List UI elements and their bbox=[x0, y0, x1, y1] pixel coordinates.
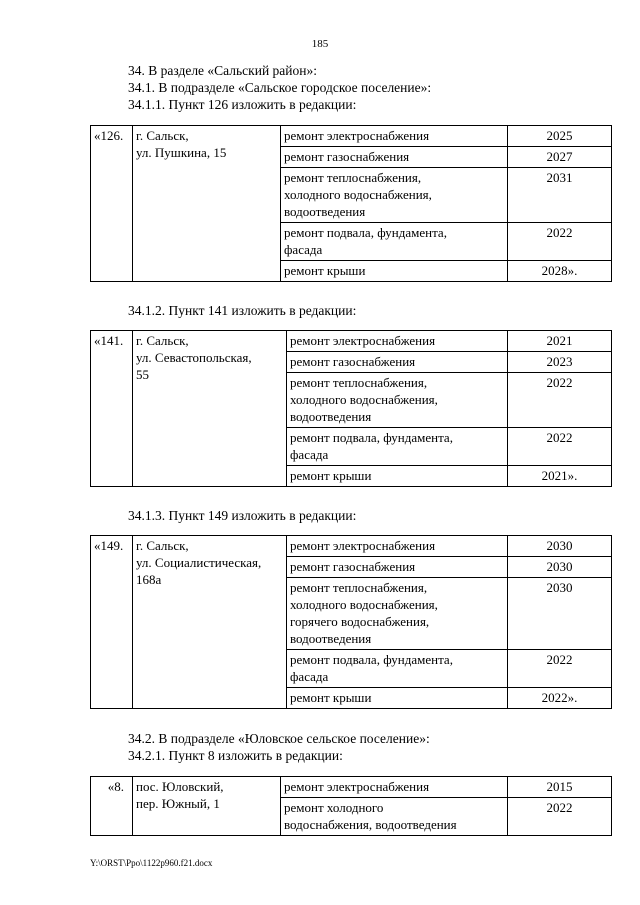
repair-type-line: ремонт электроснабжения bbox=[290, 538, 436, 553]
address-line: г. Сальск, bbox=[136, 333, 189, 348]
repair-type-line: ремонт подвала, фундамента, bbox=[284, 225, 447, 240]
year-cell: 2030 bbox=[508, 557, 612, 578]
year-cell: 2027 bbox=[508, 147, 612, 168]
repair-type-line: водоотведения bbox=[290, 631, 372, 646]
repair-type-cell bbox=[287, 536, 508, 557]
address-cell bbox=[133, 536, 287, 709]
paragraph-34-1-2: 34.1.2. Пункт 141 изложить в редакции: bbox=[128, 303, 357, 318]
year-cell: 2021 bbox=[508, 331, 612, 352]
repair-type-line: ремонт подвала, фундамента, bbox=[290, 430, 453, 445]
address-line: 55 bbox=[136, 367, 149, 382]
address-cell bbox=[133, 331, 287, 487]
address-line: 168а bbox=[136, 572, 162, 587]
amendment-table-141 bbox=[90, 330, 612, 487]
amendment-table-149 bbox=[90, 535, 612, 709]
year-cell: 2028». bbox=[508, 261, 612, 282]
repair-type-cell bbox=[281, 168, 508, 223]
page-number: 185 bbox=[311, 38, 329, 50]
repair-type-line: фасада bbox=[284, 242, 323, 257]
paragraph-34-2-1: 34.2.1. Пункт 8 изложить в редакции: bbox=[128, 748, 343, 763]
repair-type-line: ремонт электроснабжения bbox=[284, 128, 430, 143]
year-cell: 2021». bbox=[508, 466, 612, 487]
year-cell: 2030 bbox=[508, 578, 612, 650]
repair-type-cell bbox=[287, 688, 508, 709]
repair-type-line: холодного водоснабжения, bbox=[290, 392, 438, 407]
paragraph-34-2: 34.2. В подразделе «Юловское сельское поселение»: bbox=[128, 731, 430, 746]
repair-type-line: ремонт электроснабжения bbox=[284, 779, 430, 794]
repair-type-line: ремонт электроснабжения bbox=[290, 333, 436, 348]
paragraph-34-1: 34.1. В подразделе «Сальское городское поселение»: bbox=[128, 80, 432, 95]
repair-type-line: ремонт теплоснабжения, bbox=[284, 170, 422, 185]
repair-type-cell bbox=[281, 147, 508, 168]
address-cell bbox=[133, 777, 281, 836]
repair-type-line: ремонт газоснабжения bbox=[284, 149, 410, 164]
address-line: ул. Социалистическая, bbox=[136, 555, 262, 570]
repair-type-cell bbox=[281, 777, 508, 798]
year-cell: 2022 bbox=[508, 373, 612, 428]
repair-type-line: водоотведения bbox=[290, 409, 372, 424]
amendment-table-8 bbox=[90, 776, 612, 836]
item-number: «8. bbox=[91, 777, 133, 836]
address-line: г. Сальск, bbox=[136, 128, 189, 143]
repair-type-line: ремонт крыши bbox=[290, 690, 372, 705]
year-cell: 2022». bbox=[508, 688, 612, 709]
repair-type-cell bbox=[281, 261, 508, 282]
repair-type-cell bbox=[287, 428, 508, 466]
address-line: пер. Южный, 1 bbox=[136, 796, 220, 811]
address-line: пос. Юловский, bbox=[136, 779, 224, 794]
repair-type-cell bbox=[287, 331, 508, 352]
table-row bbox=[91, 536, 612, 557]
repair-type-cell bbox=[287, 373, 508, 428]
address-line: ул. Пушкина, 15 bbox=[136, 145, 227, 160]
repair-type-cell bbox=[287, 352, 508, 373]
year-cell: 2023 bbox=[508, 352, 612, 373]
year-cell: 2031 bbox=[508, 168, 612, 223]
repair-type-cell bbox=[281, 223, 508, 261]
repair-type-line: ремонт крыши bbox=[284, 263, 366, 278]
paragraph-34-1-3: 34.1.3. Пункт 149 изложить в редакции: bbox=[128, 508, 357, 523]
year-cell: 2015 bbox=[508, 777, 612, 798]
item-number: «141. bbox=[91, 331, 133, 487]
year-cell: 2030 bbox=[508, 536, 612, 557]
address-line: ул. Севастопольская, bbox=[136, 350, 252, 365]
repair-type-line: ремонт газоснабжения bbox=[290, 559, 416, 574]
repair-type-line: водоотведения bbox=[284, 204, 366, 219]
repair-type-cell bbox=[281, 126, 508, 147]
year-cell: 2025 bbox=[508, 126, 612, 147]
repair-type-cell bbox=[287, 557, 508, 578]
table-row bbox=[91, 331, 612, 352]
repair-type-cell bbox=[287, 466, 508, 487]
paragraph-34-1-1: 34.1.1. Пункт 126 изложить в редакции: bbox=[128, 97, 357, 112]
repair-type-cell bbox=[281, 798, 508, 836]
repair-type-line: ремонт крыши bbox=[290, 468, 372, 483]
address-line: г. Сальск, bbox=[136, 538, 189, 553]
repair-type-line: водоснабжения, водоотведения bbox=[284, 817, 457, 832]
year-cell: 2022 bbox=[508, 223, 612, 261]
table-row bbox=[91, 777, 612, 798]
repair-type-line: фасада bbox=[290, 447, 329, 462]
address-cell bbox=[133, 126, 281, 282]
repair-type-line: ремонт теплоснабжения, bbox=[290, 375, 428, 390]
repair-type-cell bbox=[287, 650, 508, 688]
repair-type-line: холодного водоснабжения, bbox=[290, 597, 438, 612]
year-cell: 2022 bbox=[508, 650, 612, 688]
repair-type-line: горячего водоснабжения, bbox=[290, 614, 430, 629]
repair-type-line: холодного водоснабжения, bbox=[284, 187, 432, 202]
amendment-table-126 bbox=[90, 125, 612, 282]
year-cell: 2022 bbox=[508, 798, 612, 836]
paragraph-34: 34. В разделе «Сальский район»: bbox=[128, 63, 317, 78]
repair-type-line: ремонт теплоснабжения, bbox=[290, 580, 428, 595]
repair-type-line: ремонт газоснабжения bbox=[290, 354, 416, 369]
repair-type-line: фасада bbox=[290, 669, 329, 684]
year-cell: 2022 bbox=[508, 428, 612, 466]
item-number: «149. bbox=[91, 536, 133, 709]
repair-type-cell bbox=[287, 578, 508, 650]
table-row bbox=[91, 126, 612, 147]
repair-type-line: ремонт холодного bbox=[284, 800, 384, 815]
item-number: «126. bbox=[91, 126, 133, 282]
file-path-footer: Y:\ORST\Ppo\1122p960.f21.docx bbox=[90, 858, 213, 868]
repair-type-line: ремонт подвала, фундамента, bbox=[290, 652, 453, 667]
